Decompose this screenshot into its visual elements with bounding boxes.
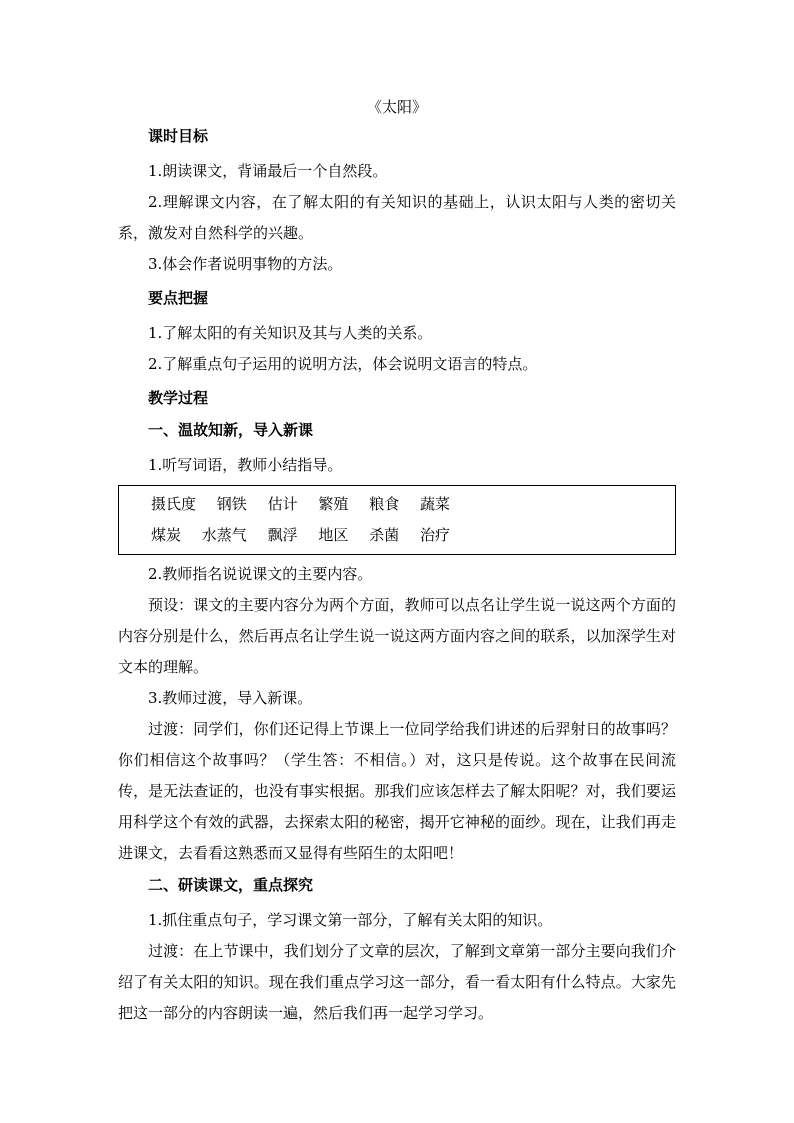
section2-heading: 二、研读课文，重点探究	[148, 876, 314, 894]
section1-preset: 预设：课文的主要内容分为两个方面，教师可以点名让学生说一说这两个方面的内容分别是什么，然后再点名让学生说一说这两方面内容之间的联系，以加深学生对文本的理解。	[118, 596, 676, 676]
vocab-word: 摄氏度	[151, 495, 197, 513]
section2-step1: 1.抓住重点句子，学习课文第一部分，了解有关太阳的知识。	[148, 911, 553, 929]
vocab-word: 繁殖	[318, 495, 349, 513]
section2-transition: 过渡：在上节课中，我们划分了文章的层次，了解到文章第一部分主要向我们介绍了有关太阳的知识。现在我们重点学习这一部分，看一看太阳有什么特点。大家先把这一部分的内容朗读一遍，然后我们再一起学习学习。	[118, 942, 676, 1022]
vocab-word: 杀菌	[369, 526, 400, 544]
process-heading: 教学过程	[148, 389, 209, 407]
vocab-word: 飘浮	[267, 526, 298, 544]
document-page	[118, 96, 676, 1029]
goals-heading: 课时目标	[148, 127, 209, 145]
vocab-row-2	[151, 520, 675, 551]
vocab-row-1	[151, 489, 675, 520]
keypoint-item: 2.了解重点句子运用的说明方法，体会说明文语言的特点。	[148, 355, 538, 373]
vocabulary-box	[118, 485, 676, 555]
section1-heading: 一、温故知新，导入新课	[148, 421, 314, 439]
section1-step3: 3.教师过渡，导入新课。	[148, 689, 313, 707]
section1-transition: 过渡：同学们，你们还记得上节课上一位同学给我们讲述的后羿射日的故事吗？你们相信这个故事吗？（学生答：不相信。）对，这只是传说。这个故事在民间流传，是无法查证的，也没有事实根据。那我们应该怎样去了解太阳呢？对，我们要运用科学这个有效的武器，去探索太阳的秘密，揭开它神秘的面纱。现在，让我们再走进课文，去看看这熟悉而又显得有些陌生的太阳吧！	[118, 720, 676, 862]
keypoints-heading: 要点把握	[148, 289, 209, 307]
vocab-word: 水蒸气	[201, 526, 247, 544]
vocab-word: 钢铁	[216, 495, 247, 513]
goal-item: 2.理解课文内容，在了解太阳的有关知识的基础上，认识太阳与人类的密切关系，激发对自然科学的兴趣。	[118, 193, 676, 242]
vocab-word: 蔬菜	[419, 495, 450, 513]
document-title: 《太阳》	[366, 98, 427, 116]
vocab-word: 煤炭	[151, 526, 182, 544]
section1-step1: 1.听写词语，教师小结指导。	[148, 456, 343, 474]
goal-item: 1.朗读课文，背诵最后一个自然段。	[148, 162, 388, 180]
goal-item: 3.体会作者说明事物的方法。	[148, 255, 343, 273]
vocab-word: 粮食	[369, 495, 400, 513]
vocab-word: 治疗	[419, 526, 450, 544]
keypoint-item: 1.了解太阳的有关知识及其与人类的关系。	[148, 324, 433, 342]
vocab-word: 估计	[267, 495, 298, 513]
vocab-word: 地区	[318, 526, 349, 544]
section1-step2: 2.教师指名说说课文的主要内容。	[148, 565, 373, 583]
